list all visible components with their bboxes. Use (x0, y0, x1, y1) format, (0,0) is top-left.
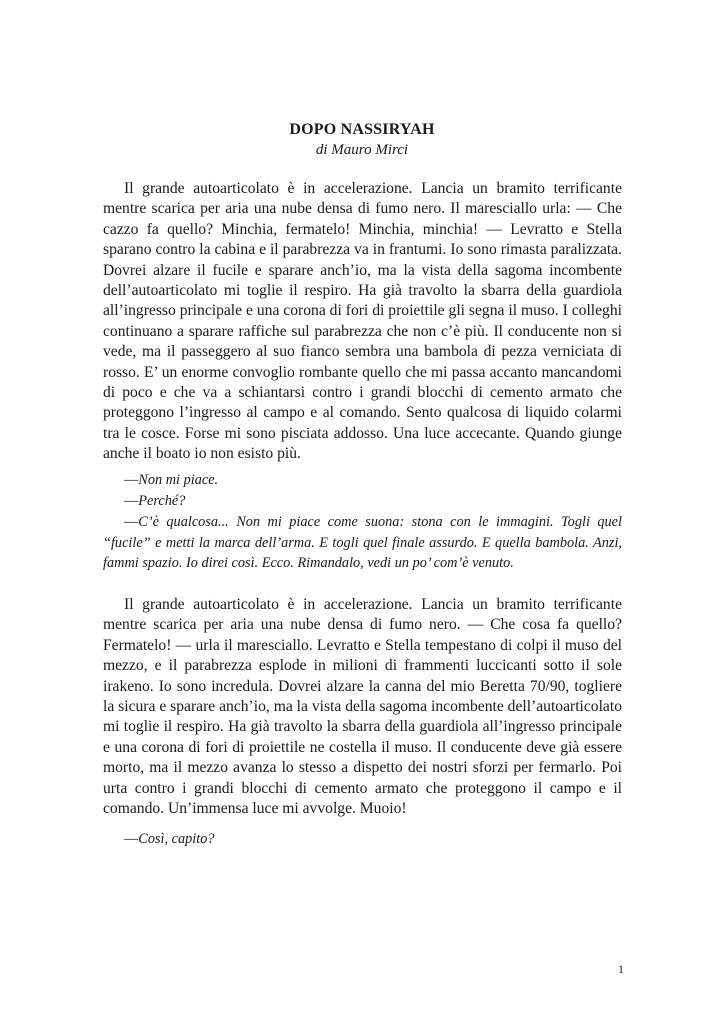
dialogue-dash: — (124, 472, 139, 488)
dialogue-text: Perché? (138, 493, 186, 509)
dialogue-text: Non mi piace. (138, 472, 219, 488)
closing-dialogue-line (103, 829, 643, 850)
dialogue-line-2 (103, 491, 643, 512)
paragraph-second-version: Il grande autoarticolato è in accelerazione. Lancia un bramito terrificante mentre scarica per aria una nube densa di fumo nero. — Che cosa fa quello? Fermatelo! — urla il maresciallo. Levratto e Stella tempestano di colpi il muso del mezzo, e il parabrezza esplode in milioni di frammenti luccicanti sotto il sole irakeno. Io sono incredula. Dovrei alzare la canna del mio Beretta 70/90, togliere la sicura e sparare anch’io, ma la vista della sagoma incombente dell’autoarticolato mi toglie il respiro. Ha già travolto la sbarra della guardiola all’ingresso principale e una corona di fori di proiettile ne costella il muso. Il conducente deve già essere morto, ma il mezzo avanza lo stesso a dispetto dei nostri sforzi per fermarlo. Poi urta contro i grandi blocchi di cemento armato che proteggono il campo e il comando. Un’immensa luce mi avvolge. Muoio! (103, 596, 622, 818)
document-title: DOPO NASSIRYAH (289, 121, 435, 138)
dialogue-line-3 (103, 512, 622, 574)
dialogue-line-1 (103, 470, 643, 491)
dialogue-dash: — (124, 514, 139, 530)
dialogue-dash: — (124, 831, 139, 847)
document-author: di Mauro Mirci (315, 142, 409, 158)
page-number: 1 (618, 962, 624, 976)
dialogue-text: Così, capito? (138, 831, 215, 847)
paragraph-first-version: Il grande autoarticolato è in accelerazione. Lancia un bramito terrificante mentre scarica per aria una nube densa di fumo nero. Il maresciallo urla: — Che cazzo fa quello? Minchia, fermatelo! Minchia, minchia! — Levratto e Stella sparano contro la cabina e il parabrezza va in frantumi. Io sono rimasta paralizzata. Dovrei alzare il fucile e sparare anch’io, ma la vista della sagoma incombente dell’autoarticolato mi toglie il respiro. Ha già travolto la sbarra della guardiola all’ingresso principale e una corona di fori di proiettile gli segna il muso. I colleghi continuano a sparare raffiche sul parabrezza che non c’è più. Il conducente non si vede, ma il passeggero al suo fianco sembra una bambola di pezza verniciata di rosso. E’ un enorme convoglio rombante quello che mi passa accanto mancandomi di poco e che va a schiantarsi contro i grandi blocchi di cemento armato che proteggono l’ingresso al campo e al comando. Sento qualcosa di liquido colarmi tra le cosce. Forse mi sono pisciata addosso. Una luce accecante. Quando giunge anche il boato io non esisto più. (103, 180, 622, 463)
dialogue-dash: — (124, 493, 139, 509)
dialogue-text: C’è qualcosa... Non mi piace come suona: stona con le immagini. Togli quel “fucile” e metti la marca dell’arma. E togli quel finale assurdo. E quella bambola. Anzi, fammi spazio. Io direi così. Ecco. Rimandalo, vedi un po’ com’è venuto. (103, 514, 622, 571)
